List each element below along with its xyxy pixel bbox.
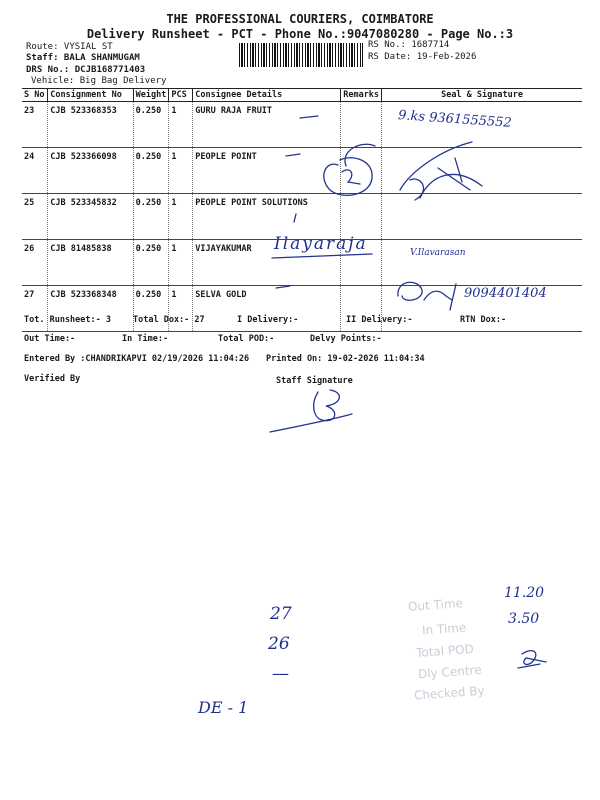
staff-label: Staff: BALA SHANMUGAM (26, 53, 140, 63)
printed-on: Printed On: 19-02-2026 11:04:34 (266, 354, 425, 364)
stamp-dly-centre: Dly Centre (417, 662, 483, 682)
vehicle-label: Vehicle: Big Bag Delivery (31, 76, 167, 86)
rs-date: RS Date: 19-Feb-2026 (368, 52, 477, 62)
cell-sno: 23 (22, 102, 48, 148)
handwritten-row26-name: Ilayaraja (274, 234, 368, 254)
cell-consignment: CJB 523368353 (48, 102, 133, 148)
route-label: Route: VYSIAL ST (26, 42, 113, 52)
cell-weight: 0.250 (133, 240, 169, 286)
cell-weight: 0.250 (133, 148, 169, 194)
cell-consignment: CJB 523345832 (48, 194, 133, 240)
cell-pcs: 1 (169, 240, 193, 286)
verified-by: Verified By (24, 374, 81, 384)
handwritten-out-time: 11.20 (504, 585, 545, 601)
handwritten-26: 26 (268, 634, 290, 654)
rs-number: RS No.: 1687714 (368, 40, 450, 50)
handwritten-de1: DE - 1 (198, 698, 249, 717)
cell-consignment: CJB 523366098 (48, 148, 133, 194)
cell-pcs: 1 (169, 286, 193, 332)
col-signature: Seal & Signature (382, 89, 582, 102)
cell-weight: 0.250 (133, 102, 169, 148)
cell-consignee: GURU RAJA FRUIT (193, 102, 341, 148)
stamp-checked-by: Checked By (413, 683, 486, 703)
handwritten-row27-phone: 9094401404 (464, 286, 547, 301)
cell-sno: 27 (22, 286, 48, 332)
handwritten-in-time: 3.50 (508, 611, 540, 627)
stamp-in-time: In Time (421, 620, 467, 638)
col-pcs: PCS (169, 89, 193, 102)
col-consignee: Consignee Details (193, 89, 341, 102)
handwritten-row23-phone: 9.ks 9361555552 (397, 108, 513, 131)
total-runsheet: Tot. Runsheet:- 3 (24, 315, 111, 325)
ii-delivery: II Delivery:- (346, 315, 413, 325)
drs-number: DRS No.: DCJB168771403 (26, 65, 146, 75)
cell-consignment: CJB 81485838 (48, 240, 133, 286)
out-time: Out Time:- (24, 334, 76, 344)
delivery-points: Delvy Points:- (310, 334, 382, 344)
cell-sno: 25 (22, 194, 48, 240)
cell-weight: 0.250 (133, 194, 169, 240)
col-remarks: Remarks (341, 89, 382, 102)
runsheet-subtitle: Delivery Runsheet - PCT - Phone No.:9047080280 - Page No.:3 (86, 27, 514, 41)
cell-sno: 24 (22, 148, 48, 194)
cell-sno: 26 (22, 240, 48, 286)
handwritten-27: 27 (270, 604, 292, 624)
cell-pcs: 1 (169, 148, 193, 194)
col-sno: S No (22, 89, 48, 102)
in-time: In Time:- (122, 334, 169, 344)
handwritten-row26-name2: V.Ilavarasan (410, 248, 466, 258)
cell-consignee: SELVA GOLD (193, 286, 341, 332)
col-consignment: Consignment No (48, 89, 133, 102)
cell-consignee: PEOPLE POINT SOLUTIONS (193, 194, 341, 240)
col-weight: Weight (133, 89, 169, 102)
cell-pcs: 1 (169, 194, 193, 240)
cell-weight: 0.250 (133, 286, 169, 332)
i-delivery: I Delivery:- (237, 315, 299, 325)
total-pod: Total POD:- (218, 334, 275, 344)
cell-consignee: PEOPLE POINT (193, 148, 341, 194)
rtn-dox: RTN Dox:- (460, 315, 507, 325)
stamp-out-time: Out Time (407, 596, 464, 614)
cell-consignee: VIJAYAKUMAR (193, 240, 341, 286)
cell-pcs: 1 (169, 102, 193, 148)
entered-by: Entered By :CHANDRIKAPVI 02/19/2026 11:04:26 (24, 354, 250, 364)
stamp-total-pod: Total POD (415, 642, 475, 660)
total-dox: Total Dox:- 27 (133, 315, 205, 325)
cell-consignment: CJB 523368348 (48, 286, 133, 332)
staff-signature-label: Staff Signature (276, 376, 353, 386)
company-title: THE PROFESSIONAL COURIERS, COIMBATORE (166, 12, 434, 26)
handwritten-dash: — (272, 664, 289, 684)
